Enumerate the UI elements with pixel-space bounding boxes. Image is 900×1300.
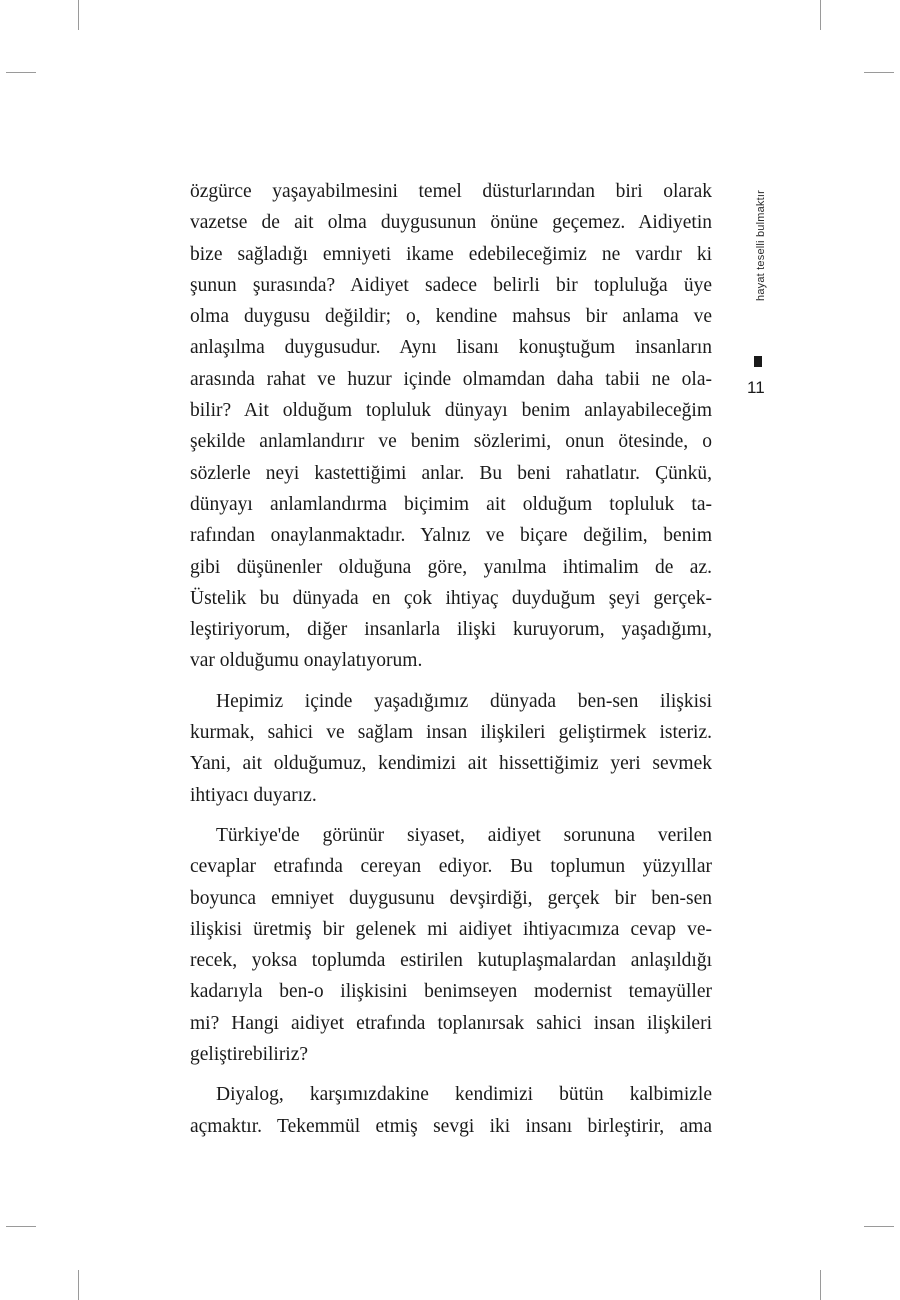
text-line: cevaplar etrafında cereyan ediyor. Bu toplumun yüzyıllar: [190, 856, 712, 878]
text-line: şunun şurasında? Aidiyet sadece belirli bir topluluğa üye: [190, 274, 712, 296]
text-line: Yani, ait olduğumuz, kendimizi ait hissettiğimiz yeri sevmek: [190, 753, 712, 775]
text-line: dünyayı anlamlandırma biçimim ait olduğum topluluk ta-: [190, 493, 712, 515]
body-text: [190, 176, 712, 1151]
text-line: anlaşılma duygusudur. Aynı lisanı konuştuğum insanların: [190, 337, 712, 359]
text-line: Türkiye'de görünür siyaset, aidiyet sorununa verilen: [216, 824, 712, 846]
text-line: bilir? Ait olduğum topluluk dünyayı benim anlayabileceğim: [190, 400, 712, 422]
crop-mark-left-top: [6, 72, 36, 73]
paragraph: [190, 686, 712, 811]
crop-mark-right-bottom: [864, 1226, 894, 1227]
crop-mark-bottom-right: [820, 1270, 821, 1300]
paragraph: [190, 1079, 712, 1142]
text-line: leştiriyorum, diğer insanlarla ilişki kuruyorum, yaşadığımı,: [190, 619, 712, 641]
text-line: Diyalog, karşımızdakine kendimizi bütün kalbimizle: [216, 1084, 712, 1106]
text-line: arasında rahat ve huzur içinde olmamdan daha tabii ne ola-: [190, 368, 712, 390]
crop-mark-top-left: [78, 0, 79, 30]
text-line: sözlerle neyi kastettiğimi anlar. Bu beni rahatlatır. Çünkü,: [190, 462, 712, 484]
text-line: kadarıyla ben-o ilişkisini benimseyen modernist temayüller: [190, 981, 712, 1003]
text-line: kurmak, sahici ve sağlam insan ilişkileri geliştirmek isteriz.: [190, 722, 712, 744]
text-line: rafından onaylanmaktadır. Yalnız ve biçare değilim, benim: [190, 525, 712, 547]
crop-mark-right-top: [864, 72, 894, 73]
paragraph: [190, 176, 712, 677]
running-head-title: hayat teselli bulmaktır: [755, 190, 767, 301]
text-line: geliştirebiliriz?: [190, 1044, 309, 1066]
text-line: var olduğumu onaylatıyorum.: [190, 650, 423, 672]
text-line: Üstelik bu dünyada en çok ihtiyaç duyduğum şeyi gerçek-: [190, 587, 712, 609]
crop-mark-top-right: [820, 0, 821, 30]
text-line: boyunca emniyet duygusunu devşirdiği, gerçek bir ben-sen: [190, 887, 712, 909]
text-line: mi? Hangi aidiyet etrafında toplanırsak sahici insan ilişkileri: [190, 1012, 712, 1034]
running-head-marker: [754, 356, 762, 367]
text-line: bize sağladığı emniyeti ikame edebileceğimiz ne vardır ki: [190, 243, 712, 265]
text-line: özgürce yaşayabilmesini temel düsturlarından biri olarak: [190, 181, 712, 202]
text-line: ilişkisi üretmiş bir gelenek mi aidiyet ihtiyacımıza cevap ve-: [190, 918, 712, 940]
running-head: [755, 190, 767, 360]
crop-mark-bottom-left: [78, 1270, 79, 1300]
text-line: Hepimiz içinde yaşadığımız dünyada ben-sen ilişkisi: [216, 690, 712, 712]
text-line: ihtiyacı duyarız.: [190, 784, 317, 806]
page-number: 11: [747, 378, 765, 397]
text-line: açmaktır. Tekemmül etmiş sevgi iki insanı birleştirir, ama: [190, 1115, 712, 1137]
text-line: olma duygusu değildir; o, kendine mahsus bir anlama ve: [190, 306, 712, 328]
text-line: recek, yoksa toplumda estirilen kutuplaşmalardan anlaşıldığı: [190, 950, 712, 972]
text-line: şekilde anlamlandırır ve benim sözlerimi, onun ötesinde, o: [190, 431, 712, 453]
text-line: vazetse de ait olma duygusunun önüne geçemez. Aidiyetin: [190, 212, 712, 234]
crop-mark-left-bottom: [6, 1226, 36, 1227]
text-line: gibi düşünenler olduğuna göre, yanılma ihtimalim de az.: [190, 556, 712, 578]
paragraph: [190, 820, 712, 1070]
